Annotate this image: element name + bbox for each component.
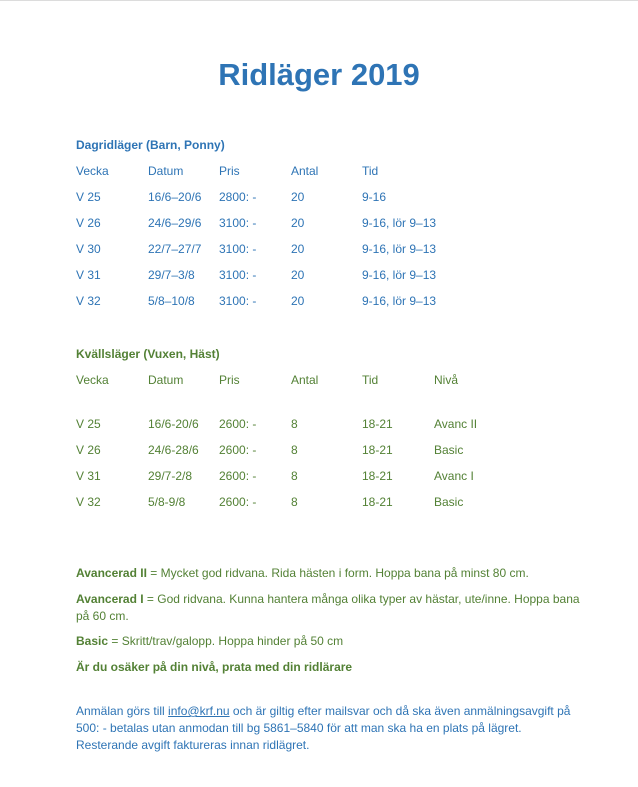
day-camp-heading: Dagridläger (Barn, Ponny) [76,138,225,152]
count-cell: 20 [291,242,305,256]
table-row [0,494,638,510]
column-header: Antal [291,373,319,387]
level-cell: Avanc II [434,417,478,431]
column-header: Nivå [434,373,459,387]
date-cell: 16/6–20/6 [148,190,202,204]
time-cell: 18-21 [362,443,393,457]
price-cell: 2600: - [219,495,257,509]
level-cell: Avanc I [434,469,474,483]
count-cell: 8 [291,495,298,509]
price-cell: 2600: - [219,417,257,431]
column-header: Antal [291,164,319,178]
price-cell: 2600: - [219,469,257,483]
price-cell: 3100: - [219,294,257,308]
table-row [0,189,638,205]
time-cell: 9-16, lör 9–13 [362,294,437,308]
week-cell: V 31 [76,469,101,483]
date-cell: 16/6-20/6 [148,417,199,431]
evening-camp-heading: Kvällsläger (Vuxen, Häst) [76,347,220,361]
date-cell: 22/7–27/7 [148,242,202,256]
registration-text: Anmälan görs till [76,704,169,718]
table-row [0,241,638,257]
day-camp-header-row [0,163,638,179]
level-text: = God ridvana. Kunna hantera många olika typer av hästar, ute/inne. Hoppa bana på 60 cm. [76,592,580,623]
count-cell: 20 [291,216,305,230]
table-row [0,468,638,484]
time-cell: 9-16 [362,190,387,204]
date-cell: 29/7–3/8 [148,268,195,282]
week-cell: V 26 [76,216,101,230]
level-text: = Mycket god ridvana. Rida hästen i form. Hoppa bana på minst 80 cm. [146,566,529,580]
level-advice-note [76,659,586,676]
column-header: Tid [362,164,379,178]
level-basic-description [76,633,586,650]
price-cell: 3100: - [219,242,257,256]
time-cell: 18-21 [362,469,393,483]
level-term: Basic [76,634,109,648]
level-advanced-2-description [76,565,586,582]
level-cell: Basic [434,443,464,457]
week-cell: V 30 [76,242,101,256]
table-row [0,416,638,432]
level-cell: Basic [434,495,464,509]
price-cell: 3100: - [219,216,257,230]
count-cell: 8 [291,469,298,483]
table-row [0,215,638,231]
date-cell: 24/6-28/6 [148,443,199,457]
column-header: Datum [148,373,184,387]
time-cell: 9-16, lör 9–13 [362,242,437,256]
date-cell: 5/8-9/8 [148,495,186,509]
registration-info [76,703,586,754]
week-cell: V 31 [76,268,101,282]
column-header: Pris [219,164,240,178]
time-cell: 9-16, lör 9–13 [362,268,437,282]
registration-text: och är giltig efter mailsvar och då ska även anmälningsavgift på 500: - betalas utan anmodan till bg 5861–5840 för att man ska ha en plats på lägret. Resterande avgift faktureras innan ridlägret. [76,704,571,752]
count-cell: 20 [291,294,305,308]
time-cell: 18-21 [362,495,393,509]
table-row [0,267,638,283]
column-header: Pris [219,373,240,387]
table-row [0,442,638,458]
week-cell: V 32 [76,495,101,509]
week-cell: V 32 [76,294,101,308]
column-header: Datum [148,164,184,178]
price-cell: 2800: - [219,190,257,204]
date-cell: 29/7-2/8 [148,469,193,483]
email-link[interactable]: info@krf.nu [168,704,230,718]
count-cell: 8 [291,443,298,457]
page-top-border [0,0,638,1]
count-cell: 20 [291,268,305,282]
week-cell: V 25 [76,190,101,204]
evening-camp-header-row [0,372,638,388]
table-row [0,293,638,309]
week-cell: V 25 [76,417,101,431]
time-cell: 9-16, lör 9–13 [362,216,437,230]
level-advanced-1-description [76,591,586,625]
date-cell: 24/6–29/6 [148,216,202,230]
count-cell: 8 [291,417,298,431]
column-header: Tid [362,373,379,387]
column-header: Vecka [76,164,109,178]
count-cell: 20 [291,190,305,204]
date-cell: 5/8–10/8 [148,294,195,308]
price-cell: 3100: - [219,268,257,282]
page-title: Ridläger 2019 [218,57,420,92]
level-text: = Skritt/trav/galopp. Hoppa hinder på 50 cm [108,634,344,648]
level-term: Avancerad II [76,566,147,580]
level-term: Avancerad I [76,592,144,606]
time-cell: 18-21 [362,417,393,431]
advice-text: Är du osäker på din nivå, prata med din ridlärare [76,660,353,674]
price-cell: 2600: - [219,443,257,457]
column-header: Vecka [76,373,109,387]
week-cell: V 26 [76,443,101,457]
